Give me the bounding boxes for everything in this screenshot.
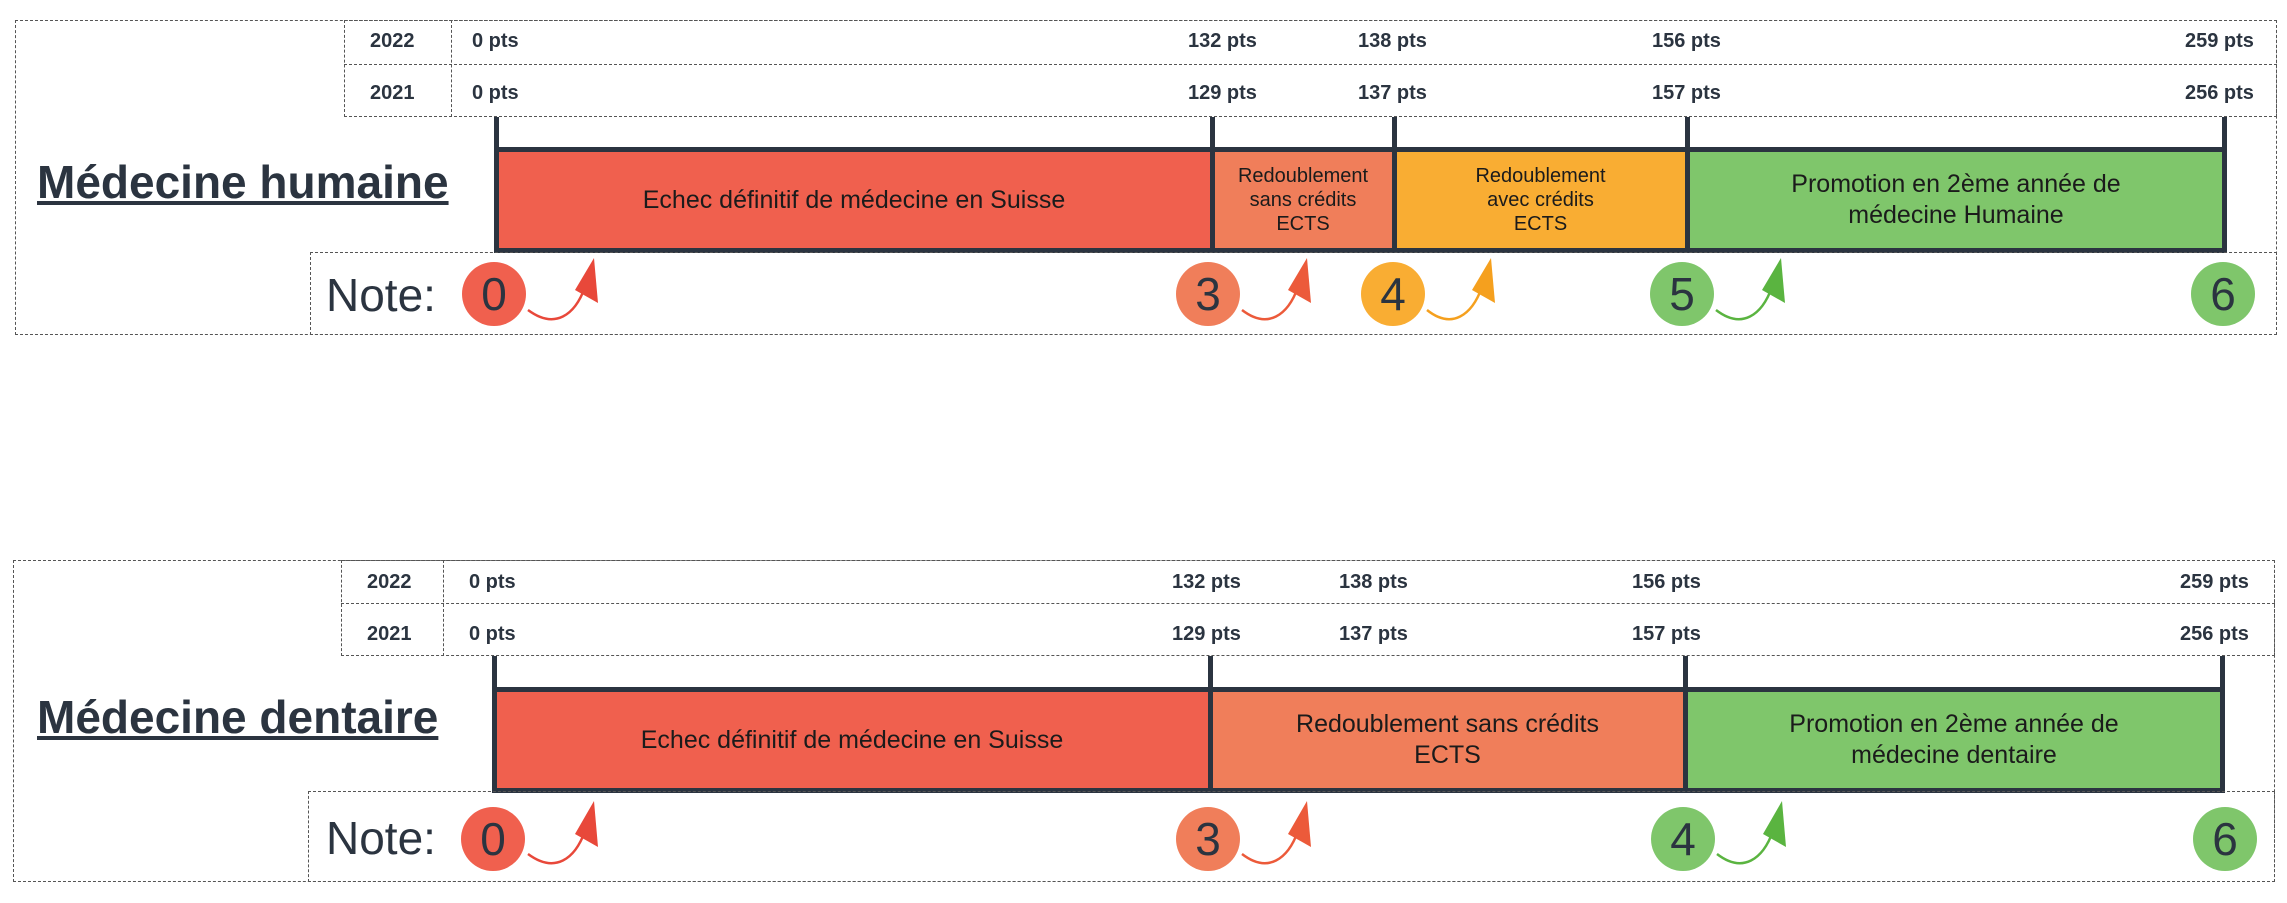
humaine-arrow-5 xyxy=(1716,258,1785,319)
dentaire-arrow-3 xyxy=(1242,801,1311,863)
humaine-2021-pts-2: 137 pts xyxy=(1358,82,1427,104)
dentaire-year-2021: 2021 xyxy=(367,623,412,645)
dentaire-year-2022: 2022 xyxy=(367,571,412,593)
humaine-title: Médecine humaine xyxy=(37,156,449,208)
humaine-2021-pts-1: 129 pts xyxy=(1188,82,1257,104)
humaine-repeat-yes-line2: avec crédits xyxy=(1487,189,1594,211)
humaine-repeat-no-line2: sans crédits xyxy=(1249,189,1357,211)
humaine-2022-pts-4: 259 pts xyxy=(2185,30,2254,52)
dentaire-arrow-4 xyxy=(1717,801,1786,863)
dentaire-2022-pts-2: 138 pts xyxy=(1339,571,1408,593)
humaine-2022-pts-1: 132 pts xyxy=(1188,30,1257,52)
humaine-year-2021: 2021 xyxy=(370,82,415,104)
dentaire-2021-pts-1: 129 pts xyxy=(1172,623,1241,645)
humaine-arrow-3 xyxy=(1242,258,1311,319)
dentaire-2022-pts-0: 0 pts xyxy=(469,571,516,593)
humaine-arrow-0 xyxy=(528,258,598,319)
humaine-repeat-yes-line1: Redoublement xyxy=(1475,165,1606,187)
humaine-2022-pts-0: 0 pts xyxy=(472,30,519,52)
dentaire-grade-4-text: 4 xyxy=(1670,813,1696,865)
humaine-grade-3-text: 3 xyxy=(1195,268,1221,320)
humaine-repeat-no-line3: ECTS xyxy=(1276,213,1330,235)
humaine-2021-pts-4: 256 pts xyxy=(2185,82,2254,104)
humaine-year-2022: 2022 xyxy=(370,30,415,52)
humaine-repeat-no-line1: Redoublement xyxy=(1237,165,1369,187)
dentaire-title: Médecine dentaire xyxy=(37,691,439,743)
humaine-segment-fail-label: Echec définitif de médecine en Suisse xyxy=(642,185,1066,214)
dentaire-arrow-0 xyxy=(528,801,598,863)
humaine-grade-5-text: 5 xyxy=(1669,268,1695,320)
humaine-arrow-4 xyxy=(1427,258,1495,319)
humaine-grade-0-text: 0 xyxy=(481,268,507,320)
dentaire-2022-pts-3: 156 pts xyxy=(1632,571,1701,593)
dentaire-grade-6-text: 6 xyxy=(2212,813,2238,865)
humaine-repeat-yes-line3: ECTS xyxy=(1513,213,1568,235)
dentaire-promo-line2: médecine dentaire xyxy=(1851,741,2057,769)
dentaire-promo-line1: Promotion en 2ème année de xyxy=(1789,710,2119,738)
humaine-2021-pts-3: 157 pts xyxy=(1652,82,1721,104)
humaine-2022-pts-2: 138 pts xyxy=(1358,30,1427,52)
humaine-promo-line2: médecine Humaine xyxy=(1848,201,2064,229)
humaine-grade-6-text: 6 xyxy=(2210,268,2236,320)
dentaire-segment-fail-label: Echec définitif de médecine en Suisse xyxy=(640,725,1064,754)
humaine-2021-pts-0: 0 pts xyxy=(472,82,519,104)
dentaire-repeat-line2: ECTS xyxy=(1414,741,1481,769)
dentaire-note-label: Note: xyxy=(326,812,436,864)
humaine-grade-4-text: 4 xyxy=(1380,268,1406,320)
humaine-promo-line1: Promotion en 2ème année de xyxy=(1791,170,2121,198)
dentaire-2022-pts-4: 259 pts xyxy=(2180,571,2249,593)
dentaire-grade-0-text: 0 xyxy=(480,813,506,865)
dentaire-2021-pts-0: 0 pts xyxy=(469,623,516,645)
dentaire-grade-3-text: 3 xyxy=(1195,813,1221,865)
humaine-note-label: Note: xyxy=(326,269,436,321)
humaine-2022-pts-3: 156 pts xyxy=(1652,30,1721,52)
dentaire-2022-pts-1: 132 pts xyxy=(1172,571,1241,593)
dentaire-repeat-line1: Redoublement sans crédits xyxy=(1296,710,1599,738)
dentaire-2021-pts-3: 157 pts xyxy=(1632,623,1701,645)
dentaire-2021-pts-2: 137 pts xyxy=(1339,623,1408,645)
dentaire-2021-pts-4: 256 pts xyxy=(2180,623,2249,645)
